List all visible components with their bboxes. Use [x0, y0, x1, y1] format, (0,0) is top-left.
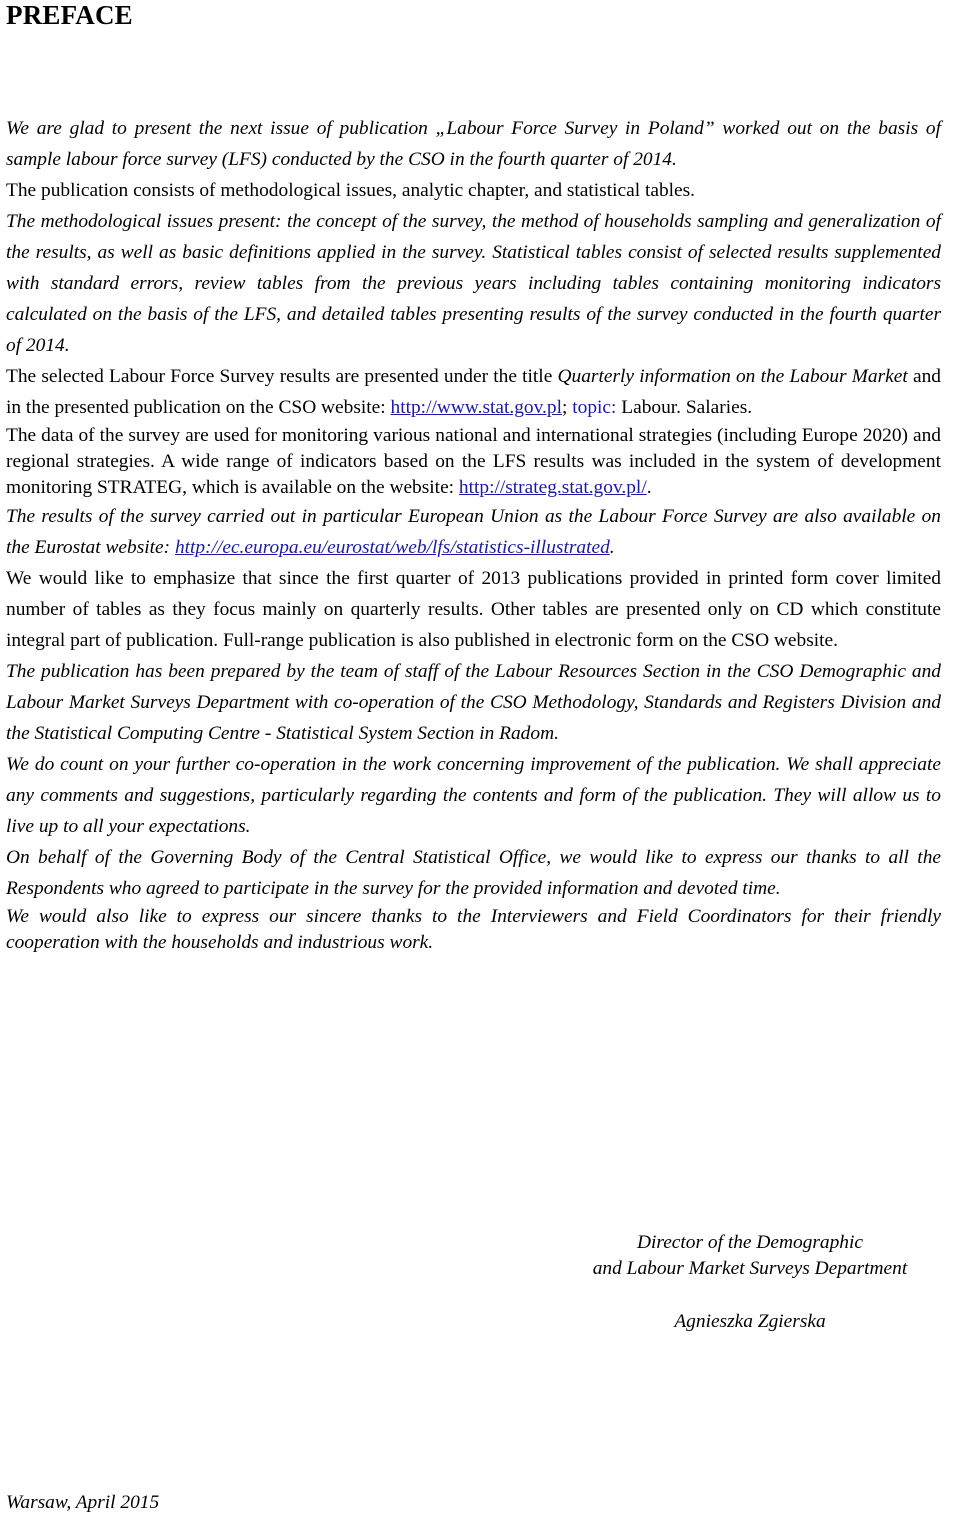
signature-block [540, 1230, 960, 1335]
quarterly-info-text-a: The selected Labour Force Survey results are presented under the title [6, 366, 558, 387]
eurostat-text-b: . [609, 537, 615, 558]
quarterly-info-text-b: and in the presented publication on the CSO website: [6, 366, 941, 418]
paragraph-contents: The publication consists of methodological issues, analytic chapter, and statistical tables. [6, 180, 696, 201]
paragraph-strategies [6, 423, 941, 501]
paragraph-methodology: The methodological issues present: the concept of the survey, the method of households sampling and generalization of the results, as well as basic definitions applied in the survey. Statistical tables consist of selected results supplemented with standard errors, review tables from the previous years including tables containing monitoring indicators calculated on the basis of the LFS, and detailed tables presenting results of the survey conducted in the fourth quarter of 2014. [6, 211, 941, 356]
signature-name: Agnieszka Zgierska [674, 1311, 826, 1332]
quarterly-info-text-d: Labour. Salaries. [616, 397, 753, 418]
paragraph-thanks-interviewers: We would also like to express our sincere thanks to the Interviewers and Field Coordinators for their friendly cooperation with the households and industrious work. [6, 906, 941, 953]
paragraph-cooperation: We do count on your further co-operation in the work concerning improvement of the publication. We shall appreciate any comments and suggestions, particularly regarding the contents and form of the publication. They will allow us to live up to all your expectations. [6, 754, 941, 837]
paragraph-prepared-by: The publication has been prepared by the team of staff of the Labour Resources Section in the CSO Demographic and Labour Market Surveys Department with co-operation of the CSO Methodology, Standards and Registers Division and the Statistical Computing Centre - Statistical System Section in Radom. [6, 661, 941, 744]
topic-label: topic: [572, 397, 617, 418]
place-date: Warsaw, April 2015 [6, 1492, 160, 1513]
paragraph-intro: We are glad to present the next issue of publication „Labour Force Survey in Poland” worked out on the basis of sample labour force survey (LFS) conducted by the CSO in the fourth quarter of 2014. [6, 118, 941, 170]
quarterly-info-text-c: ; [561, 397, 573, 418]
paragraph-printed-form: We would like to emphasize that since the first quarter of 2013 publications provided in printed form cover limited number of tables as they focus mainly on quarterly results. Other tables are presented only on CD which constitute integral part of publication. Full-range publication is also published in electronic form on the CSO website. [6, 568, 941, 651]
strategies-text-a: The data of the survey are used for monitoring various national and international strategies (including Europe 2020) and regional strategies. A wide range of indicators based on the LFS results was included in the system of development monitoring STRATEG, which is available on the website: [6, 425, 941, 498]
quarterly-info-title: Quarterly information on the Labour Market [557, 366, 908, 387]
page-title: PREFACE [6, 0, 133, 30]
signature-title-line1: Director of the Demographic [636, 1232, 863, 1253]
paragraph-eurostat [6, 501, 941, 563]
eurostat-text-a: The results of the survey carried out in particular European Union as the Labour Force Survey are also available on the Eurostat website: [6, 506, 941, 558]
paragraph-thanks-respondents: On behalf of the Governing Body of the Central Statistical Office, we would like to express our thanks to all the Respondents who agreed to participate in the survey for the provided information and devoted time. [6, 847, 941, 899]
paragraph-quarterly-info [6, 361, 941, 423]
preface-body [6, 113, 941, 956]
cso-website-link[interactable]: http://www.stat.gov.pl [390, 397, 562, 418]
strateg-website-link[interactable]: http://strateg.stat.gov.pl/ [458, 477, 647, 498]
strategies-text-b: . [646, 477, 652, 498]
eurostat-website-link[interactable]: http://ec.europa.eu/eurostat/web/lfs/statistics-illustrated [174, 537, 610, 558]
signature-title-line2: and Labour Market Surveys Department [592, 1258, 908, 1279]
